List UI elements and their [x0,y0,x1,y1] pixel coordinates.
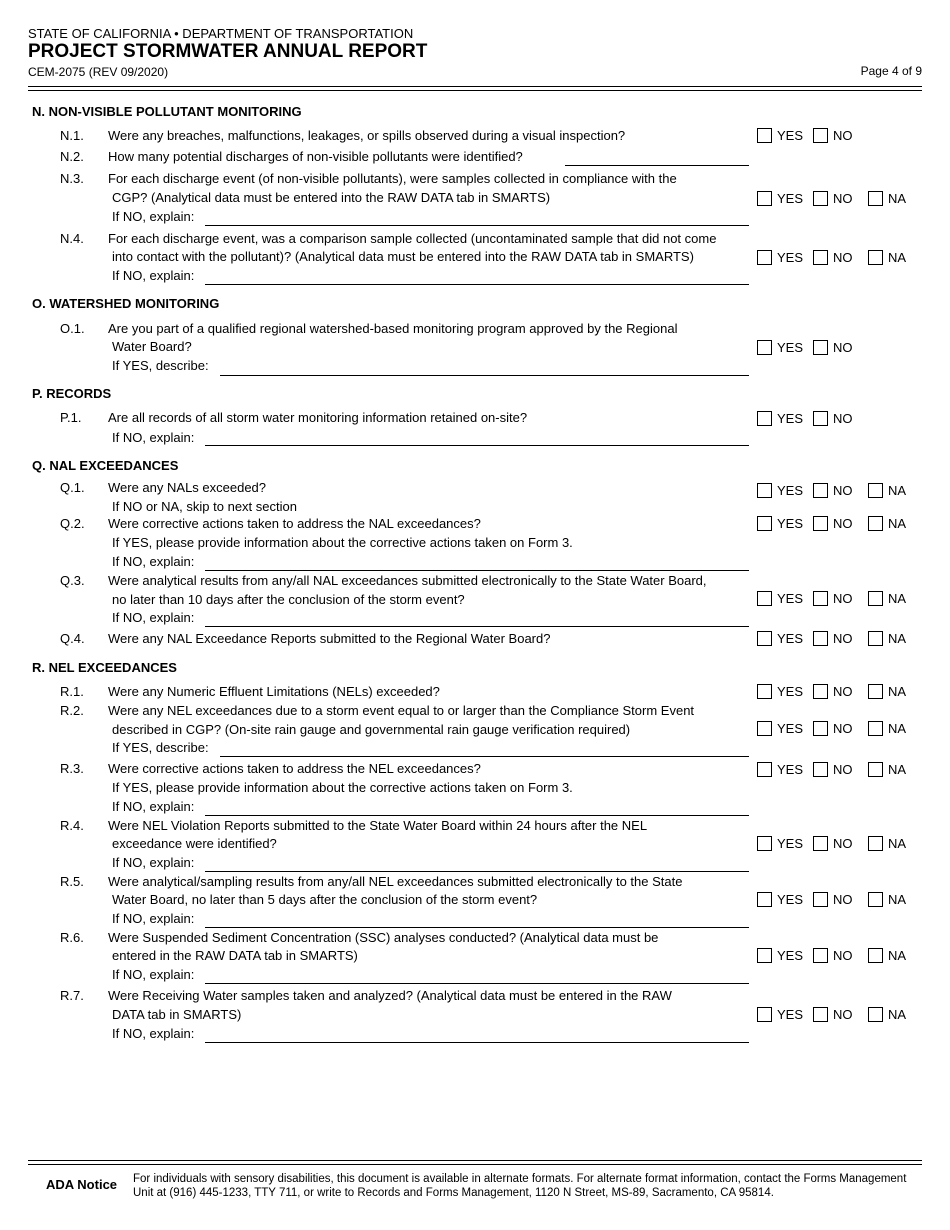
r5-explain-line[interactable] [205,927,749,928]
p1-explain-line[interactable] [205,445,749,446]
checkbox-icon [757,892,772,907]
n2-number: N.2. [60,149,84,164]
checkbox-icon [757,128,772,143]
r6-no-checkbox[interactable]: NO [813,947,853,964]
checkbox-icon [868,684,883,699]
q3-yes-checkbox[interactable]: YES [757,590,803,607]
r4-number: R.4. [60,818,84,833]
checkbox-icon [813,836,828,851]
q3-explain-line[interactable] [205,626,749,627]
r5-explain-label: If NO, explain: [112,911,195,926]
p1-explain-label: If NO, explain: [112,430,195,445]
r5-question-line1: Were analytical/sampling results from any/all NEL exceedances submitted electronically to the State [108,874,683,889]
q1-yes-checkbox[interactable]: YES [757,482,803,499]
r3-explain-label: If NO, explain: [112,799,195,814]
q3-na-checkbox[interactable]: NA [868,590,906,607]
checkbox-icon [868,1007,883,1022]
q3-explain-label: If NO, explain: [112,610,195,625]
q4-number: Q.4. [60,631,85,646]
r3-na-checkbox[interactable]: NA [868,761,906,778]
page-title: PROJECT STORMWATER ANNUAL REPORT [28,41,428,62]
r7-question-line1: Were Receiving Water samples taken and analyzed? (Analytical data must be entered in the RAW [108,988,672,1003]
checkbox-icon [813,892,828,907]
r5-na-checkbox[interactable]: NA [868,891,906,908]
o1-describe-line[interactable] [220,375,749,376]
n4-no-checkbox[interactable]: NO [813,249,853,266]
checkbox-icon [757,191,772,206]
q2-number: Q.2. [60,516,85,531]
r7-na-checkbox[interactable]: NA [868,1006,906,1023]
r7-number: R.7. [60,988,84,1003]
r4-no-checkbox[interactable]: NO [813,835,853,852]
checkbox-icon [868,250,883,265]
ada-notice-text: For individuals with sensory disabilities, this document is available in alternate formats. For alternate format information, contact the Forms Management Unit at (916) 445-1233, TTY 711, or write to Records and Forms Management, 1120 N Street, MS-89, Sacramento, CA 95814. [133,1173,907,1199]
q1-no-checkbox[interactable]: NO [813,482,853,499]
r4-yes-checkbox[interactable]: YES [757,835,803,852]
r2-question-line2: described in CGP? (On-site rain gauge and governmental rain gauge verification required) [112,722,631,737]
checkbox-icon [813,631,828,646]
checkbox-icon [868,762,883,777]
o1-no-checkbox[interactable]: NO [813,339,853,356]
r5-yes-checkbox[interactable]: YES [757,891,803,908]
checkbox-icon [757,631,772,646]
checkbox-icon [757,411,772,426]
n1-question: Were any breaches, malfunctions, leakages, or spills observed during a visual inspection? [108,128,626,143]
n3-number: N.3. [60,171,84,186]
p1-yes-checkbox[interactable]: YES [757,410,803,427]
checkbox-icon [757,250,772,265]
header-rule-bottom [28,90,922,91]
n4-number: N.4. [60,231,84,246]
checkbox-icon [868,483,883,498]
checkbox-icon [813,591,828,606]
checkbox-icon [813,411,828,426]
r6-number: R.6. [60,930,84,945]
r1-question: Were any Numeric Effluent Limitations (NELs) exceeded? [108,684,440,699]
n4-yes-checkbox[interactable]: YES [757,249,803,266]
r6-yes-checkbox[interactable]: YES [757,947,803,964]
n1-no-checkbox[interactable]: NO [813,127,853,144]
r2-yes-checkbox[interactable]: YES [757,720,803,737]
q3-number: Q.3. [60,573,85,588]
r3-no-checkbox[interactable]: NO [813,761,853,778]
checkbox-icon [868,721,883,736]
n4-explain-line[interactable] [205,284,749,285]
checkbox-icon [757,948,772,963]
checkbox-icon [757,483,772,498]
r7-question-line2: DATA tab in SMARTS) [112,1007,242,1022]
header-rule-top [28,86,922,87]
footer-rule-bottom [28,1164,922,1165]
q2-explain-line[interactable] [205,570,749,571]
r7-explain-label: If NO, explain: [112,1026,195,1041]
form-id: CEM-2075 (REV 09/2020) [28,65,169,79]
checkbox-icon [813,250,828,265]
o1-describe-label: If YES, describe: [112,358,209,373]
checkbox-icon [813,128,828,143]
q2-question: Were corrective actions taken to address the NAL exceedances? [108,516,481,531]
footer-rule-top [28,1160,922,1161]
n3-explain-line[interactable] [205,225,749,226]
q1-skip-note: If NO or NA, skip to next section [112,499,297,514]
checkbox-icon [813,191,828,206]
checkbox-icon [813,1007,828,1022]
checkbox-icon [813,516,828,531]
r4-question-line1: Were NEL Violation Reports submitted to the State Water Board within 24 hours after the NEL [108,818,648,833]
n4-question-line2: into contact with the pollutant)? (Analytical data must be entered into the RAW DATA tab in SMARTS) [112,249,694,264]
q2-no-checkbox[interactable]: NO [813,515,853,532]
n3-explain-label: If NO, explain: [112,209,195,224]
o1-question-line1: Are you part of a qualified regional watershed-based monitoring program approved by the Regional [108,321,678,336]
p1-number: P.1. [60,410,82,425]
checkbox-icon [757,1007,772,1022]
q1-na-checkbox[interactable]: NA [868,482,906,499]
checkbox-icon [757,684,772,699]
n4-question-line1: For each discharge event, was a comparison sample collected (uncontaminated sample that did not come [108,231,717,246]
r2-no-checkbox[interactable]: NO [813,720,853,737]
checkbox-icon [868,948,883,963]
r2-question-line1: Were any NEL exceedances due to a storm event equal to or larger than the Compliance Storm Event [108,703,695,718]
r7-no-checkbox[interactable]: NO [813,1006,853,1023]
q4-yes-checkbox[interactable]: YES [757,630,803,647]
checkbox-icon [813,684,828,699]
n2-question: How many potential discharges of non-visible pollutants were identified? [108,149,523,164]
checkbox-icon [813,483,828,498]
r4-explain-line[interactable] [205,871,749,872]
agency-line: STATE OF CALIFORNIA • DEPARTMENT OF TRANSPORTATION [28,26,414,41]
r1-number: R.1. [60,684,84,699]
r4-na-checkbox[interactable]: NA [868,835,906,852]
q4-question: Were any NAL Exceedance Reports submitted to the Regional Water Board? [108,631,551,646]
p1-no-checkbox[interactable]: NO [813,410,853,427]
checkbox-icon [868,591,883,606]
q1-question: Were any NALs exceeded? [108,480,267,495]
n3-no-checkbox[interactable]: NO [813,190,853,207]
r1-no-checkbox[interactable]: NO [813,683,853,700]
r6-question-line1: Were Suspended Sediment Concentration (SSC) analyses conducted? (Analytical data must be [108,930,659,945]
r3-yes-checkbox[interactable]: YES [757,761,803,778]
o1-yes-checkbox[interactable]: YES [757,339,803,356]
checkbox-icon [757,340,772,355]
n2-answer-line[interactable] [565,165,749,166]
section-o-title: O. WATERSHED MONITORING [32,296,220,311]
section-p-title: P. RECORDS [32,386,112,401]
q2-explain-label: If NO, explain: [112,554,195,569]
r2-na-checkbox[interactable]: NA [868,720,906,737]
r2-describe-label: If YES, describe: [112,740,209,755]
r3-explain-line[interactable] [205,815,749,816]
section-n-title: N. NON-VISIBLE POLLUTANT MONITORING [32,104,302,119]
checkbox-icon [868,836,883,851]
o1-question-line2: Water Board? [112,339,192,354]
checkbox-icon [757,836,772,851]
page-number: Page 4 of 9 [860,64,922,78]
r7-yes-checkbox[interactable]: YES [757,1006,803,1023]
checkbox-icon [813,721,828,736]
q4-no-checkbox[interactable]: NO [813,630,853,647]
r2-number: R.2. [60,703,84,718]
r6-question-line2: entered in the RAW DATA tab in SMARTS) [112,948,358,963]
n3-question-line2: CGP? (Analytical data must be entered into the RAW DATA tab in SMARTS) [112,190,551,205]
r5-no-checkbox[interactable]: NO [813,891,853,908]
checkbox-icon [757,591,772,606]
checkbox-icon [868,892,883,907]
q3-question-line1: Were analytical results from any/all NAL exceedances submitted electronically to the State Water Board, [108,573,707,588]
ada-notice-title: ADA Notice [46,1177,118,1192]
r3-number: R.3. [60,761,84,776]
checkbox-icon [757,762,772,777]
r3-note: If YES, please provide information about the corrective actions taken on Form 3. [112,780,573,795]
q2-note: If YES, please provide information about the corrective actions taken on Form 3. [112,535,573,550]
section-q-title: Q. NAL EXCEEDANCES [32,458,179,473]
r1-na-checkbox[interactable]: NA [868,683,906,700]
checkbox-icon [813,948,828,963]
checkbox-icon [868,191,883,206]
q2-na-checkbox[interactable]: NA [868,515,906,532]
q4-na-checkbox[interactable]: NA [868,630,906,647]
q3-question-line2: no later than 10 days after the conclusion of the storm event? [112,592,465,607]
n4-explain-label: If NO, explain: [112,268,195,283]
n3-na-checkbox[interactable]: NA [868,190,906,207]
checkbox-icon [813,762,828,777]
section-r-title: R. NEL EXCEEDANCES [32,660,177,675]
q2-yes-checkbox[interactable]: YES [757,515,803,532]
n4-na-checkbox[interactable]: NA [868,249,906,266]
r6-explain-label: If NO, explain: [112,967,195,982]
r5-question-line2: Water Board, no later than 5 days after the conclusion of the storm event? [112,892,538,907]
q1-number: Q.1. [60,480,85,495]
o1-number: O.1. [60,321,85,336]
checkbox-icon [868,516,883,531]
r3-question: Were corrective actions taken to address the NEL exceedances? [108,761,481,776]
r2-describe-line[interactable] [220,756,749,757]
n3-question-line1: For each discharge event (of non-visible pollutants), were samples collected in compliance with the [108,171,677,186]
r6-na-checkbox[interactable]: NA [868,947,906,964]
checkbox-icon [757,721,772,736]
n3-yes-checkbox[interactable]: YES [757,190,803,207]
checkbox-icon [813,340,828,355]
checkbox-icon [757,516,772,531]
n1-yes-checkbox[interactable]: YES [757,127,803,144]
r1-yes-checkbox[interactable]: YES [757,683,803,700]
r4-question-line2: exceedance were identified? [112,836,277,851]
q3-no-checkbox[interactable]: NO [813,590,853,607]
r4-explain-label: If NO, explain: [112,855,195,870]
r7-explain-line[interactable] [205,1042,749,1043]
checkbox-icon [868,631,883,646]
p1-question: Are all records of all storm water monitoring information retained on-site? [108,410,528,425]
r6-explain-line[interactable] [205,983,749,984]
r5-number: R.5. [60,874,84,889]
n1-number: N.1. [60,128,84,143]
